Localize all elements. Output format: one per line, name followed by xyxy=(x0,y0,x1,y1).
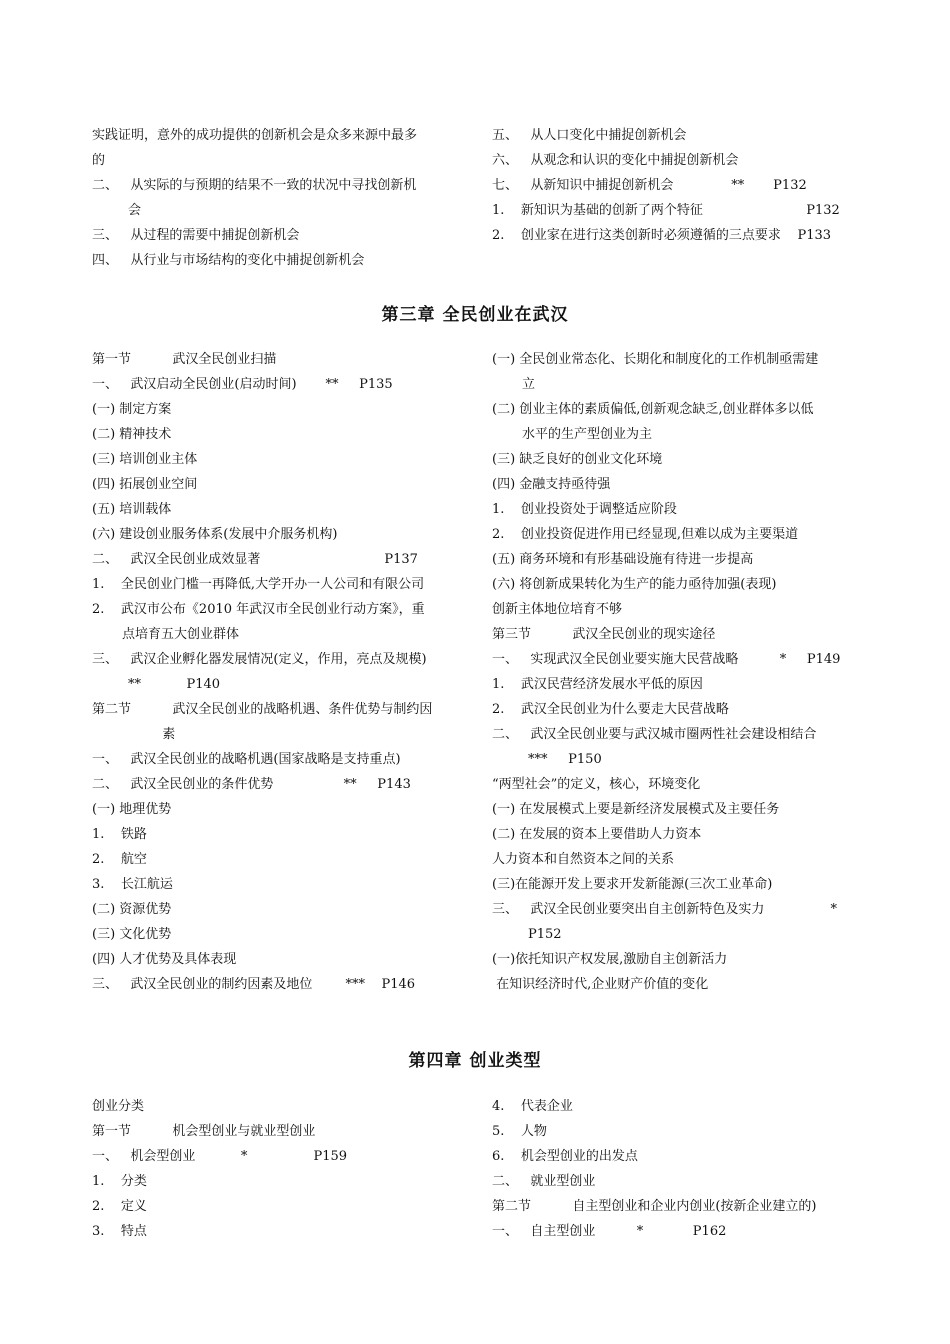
text-line: 1. 分类 xyxy=(92,1174,147,1189)
text-line: 三、 武汉全民创业要突出自主创新特色及实力 * xyxy=(492,902,838,917)
text-line: (一) 全民创业常态化、长期化和制度化的工作机制亟需建 xyxy=(492,352,819,367)
text-line: 三、 从过程的需要中捕捉创新机会 xyxy=(92,228,300,243)
text-line: *** P150 xyxy=(528,752,602,767)
text-line: 第三节 武汉全民创业的现实途径 xyxy=(492,627,716,642)
text-line: 创业分类 xyxy=(92,1099,145,1114)
chapter4-right-column xyxy=(492,1094,862,1244)
text-line: (一) 制定方案 xyxy=(92,402,172,417)
text-line: (三) 缺乏良好的创业文化环境 xyxy=(492,452,663,467)
text-line: (三) 文化优势 xyxy=(92,927,172,942)
text-line: (六) 建设创业服务体系(发展中介服务机构) xyxy=(92,527,338,542)
text-line: (一) 在发展模式上要是新经济发展模式及主要任务 xyxy=(492,802,780,817)
text-line: (二) 资源优势 xyxy=(92,902,172,917)
text-line: 二、 武汉全民创业要与武汉城市圈两性社会建设相结合 xyxy=(492,727,817,742)
text-line: (六) 将创新成果转化为生产的能力亟待加强(表现) xyxy=(492,577,777,592)
text-line: 立 xyxy=(522,377,536,392)
text-line: (三)在能源开发上要求开发新能源(三次工业革命) xyxy=(492,877,773,892)
text-line: 会 xyxy=(128,203,142,218)
text-line: 1. 武汉民营经济发展水平低的原因 xyxy=(492,677,703,692)
text-line: 六、 从观念和认识的变化中捕捉创新机会 xyxy=(492,153,739,168)
text-line: 三、 武汉全民创业的制约因素及地位 *** P146 xyxy=(92,977,416,992)
chapter3-title: 第三章 全民创业在武汉 xyxy=(381,305,569,325)
text-line: 三、 武汉企业孵化器发展情况(定义，作用，亮点及规模) xyxy=(92,652,427,667)
text-line: 水平的生产型创业为主 xyxy=(522,427,653,442)
text-line: 二、 武汉全民创业的条件优势 ** P143 xyxy=(92,777,411,792)
text-line: 的 xyxy=(92,153,106,168)
text-line: 一、 武汉全民创业的战略机遇(国家战略是支持重点) xyxy=(92,752,401,767)
text-line: (四) 拓展创业空间 xyxy=(92,477,198,492)
text-line: (五) 商务环境和有形基础设施有待进一步提高 xyxy=(492,552,754,567)
text-line: “两型社会”的定义，核心，环境变化 xyxy=(492,777,701,792)
text-line: 3. 长江航运 xyxy=(92,877,173,892)
text-line: 实践证明，意外的成功提供的创新机会是众多来源中最多 xyxy=(92,128,418,143)
text-line: 2. 武汉全民创业为什么要走大民营战略 xyxy=(492,702,729,717)
text-line: 2. 武汉市公布《2010 年武汉市全民创业行动方案》，重 xyxy=(92,602,425,617)
text-line: 二、 武汉全民创业成效显著 P137 xyxy=(92,552,418,567)
text-line: ** P140 xyxy=(128,677,221,692)
text-line: 五、 从人口变化中捕捉创新机会 xyxy=(492,128,687,143)
text-line: 2. 定义 xyxy=(92,1199,147,1214)
text-line: (二) 在发展的资本上要借助人力资本 xyxy=(492,827,702,842)
text-line: 二、 从实际的与预期的结果不一致的状况中寻找创新机 xyxy=(92,178,417,193)
block1-columns xyxy=(92,123,860,273)
chapter3-right-column xyxy=(492,347,862,997)
text-line: 第二节 自主型创业和企业内创业(按新企业建立的) xyxy=(492,1199,817,1214)
text-line: P152 xyxy=(528,927,562,942)
text-line: (五) 培训载体 xyxy=(92,502,172,517)
text-line: 一、 自主型创业 * P162 xyxy=(492,1224,727,1239)
chapter4-left-column xyxy=(92,1094,462,1244)
block1-left-column xyxy=(92,123,462,273)
chapter4-title: 第四章 创业类型 xyxy=(408,1051,542,1071)
text-line: 创新主体地位培育不够 xyxy=(492,602,623,617)
text-line: (一) 地理优势 xyxy=(92,802,172,817)
text-line: 二、 就业型创业 xyxy=(492,1174,596,1189)
text-line: 1. 铁路 xyxy=(92,827,147,842)
text-line: 2. 创业投资促进作用已经显现,但难以成为主要渠道 xyxy=(492,527,799,542)
text-line: 一、 实现武汉全民创业要实施大民营战略 * P149 xyxy=(492,652,841,667)
text-line: 第一节 机会型创业与就业型创业 xyxy=(92,1124,316,1139)
text-line: 四、 从行业与市场结构的变化中捕捉创新机会 xyxy=(92,253,365,268)
text-line: (四) 金融支持亟待强 xyxy=(492,477,611,492)
text-line: 素 xyxy=(92,727,176,742)
text-line: (四) 人才优势及具体表现 xyxy=(92,952,237,967)
text-line: 6. 机会型创业的出发点 xyxy=(492,1149,638,1164)
text-line: (一)依托知识产权发展,激励自主创新活力 xyxy=(492,952,728,967)
text-line: 1. 新知识为基础的创新了两个特征 P132 xyxy=(492,203,840,218)
chapter3-columns xyxy=(92,347,860,997)
text-line: 在知识经济时代,企业财产价值的变化 xyxy=(492,977,709,992)
text-line: 七、 从新知识中捕捉创新机会 ** P132 xyxy=(492,178,807,193)
text-line: 一、 机会型创业 * P159 xyxy=(92,1149,348,1164)
text-line: 2. 创业家在进行这类创新时必须遵循的三点要求 P133 xyxy=(492,228,832,243)
text-line: 第一节 武汉全民创业扫描 xyxy=(92,352,277,367)
text-line: (二) 创业主体的素质偏低,创新观念缺乏,创业群体多以低 xyxy=(492,402,814,417)
text-line: 2. 航空 xyxy=(92,852,147,867)
block1-right-column xyxy=(492,123,862,248)
text-line: 人力资本和自然资本之间的关系 xyxy=(492,852,675,867)
chapter3-left-column xyxy=(92,347,462,997)
text-line: 第二节 武汉全民创业的战略机遇、条件优势与制约因 xyxy=(92,702,433,717)
text-line: 1. 全民创业门槛一再降低,大学开办一人公司和有限公司 xyxy=(92,577,425,592)
text-line: 3. 特点 xyxy=(92,1224,147,1239)
text-line: 1. 创业投资处于调整适应阶段 xyxy=(492,502,677,517)
text-line: 4. 代表企业 xyxy=(492,1099,573,1114)
text-line: 一、 武汉启动全民创业(启动时间) ** P135 xyxy=(92,377,393,392)
text-line: 5. 人物 xyxy=(492,1124,547,1139)
text-line: 点培育五大创业群体 xyxy=(122,627,240,642)
chapter4-columns xyxy=(92,1094,860,1244)
text-line: (三) 培训创业主体 xyxy=(92,452,198,467)
text-line: (二) 精神技术 xyxy=(92,427,172,442)
